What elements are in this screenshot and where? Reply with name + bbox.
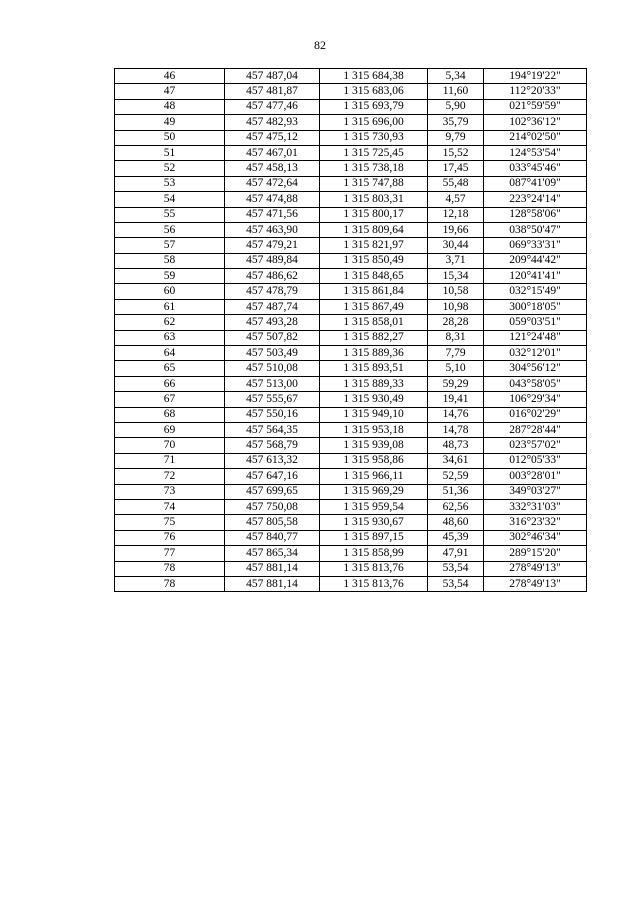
point-number-cell: 74 <box>115 499 225 514</box>
distance-cell: 55,48 <box>428 176 484 191</box>
y-coordinate-cell: 1 315 747,88 <box>320 176 428 191</box>
table-row <box>115 499 587 514</box>
bearing-cell: 112°20'33" <box>484 84 587 99</box>
y-coordinate-cell: 1 315 882,27 <box>320 330 428 345</box>
y-coordinate-cell: 1 315 809,64 <box>320 222 428 237</box>
bearing-cell: 043°58'05" <box>484 376 587 391</box>
point-number-cell: 62 <box>115 315 225 330</box>
point-number-cell: 51 <box>115 145 225 160</box>
point-number-cell: 47 <box>115 84 225 99</box>
table-row <box>115 546 587 561</box>
point-number-cell: 76 <box>115 530 225 545</box>
page-number: 82 <box>314 38 326 52</box>
distance-cell: 5,90 <box>428 99 484 114</box>
x-coordinate-cell: 457 481,87 <box>225 84 320 99</box>
table-row <box>115 99 587 114</box>
point-number-cell: 64 <box>115 346 225 361</box>
table-row <box>115 299 587 314</box>
table-row <box>115 192 587 207</box>
y-coordinate-cell: 1 315 696,00 <box>320 115 428 130</box>
distance-cell: 14,78 <box>428 422 484 437</box>
point-number-cell: 70 <box>115 438 225 453</box>
distance-cell: 45,39 <box>428 530 484 545</box>
bearing-cell: 289°15'20" <box>484 546 587 561</box>
y-coordinate-cell: 1 315 803,31 <box>320 192 428 207</box>
table-row <box>115 222 587 237</box>
x-coordinate-cell: 457 503,49 <box>225 346 320 361</box>
x-coordinate-cell: 457 482,93 <box>225 115 320 130</box>
distance-cell: 53,54 <box>428 561 484 576</box>
distance-cell: 35,79 <box>428 115 484 130</box>
point-number-cell: 71 <box>115 453 225 468</box>
point-number-cell: 72 <box>115 469 225 484</box>
y-coordinate-cell: 1 315 969,29 <box>320 484 428 499</box>
bearing-cell: 021°59'59" <box>484 99 587 114</box>
table-row <box>115 422 587 437</box>
point-number-cell: 55 <box>115 207 225 222</box>
distance-cell: 47,91 <box>428 546 484 561</box>
x-coordinate-cell: 457 475,12 <box>225 130 320 145</box>
table-row <box>115 269 587 284</box>
bearing-cell: 223°24'14" <box>484 192 587 207</box>
y-coordinate-cell: 1 315 867,49 <box>320 299 428 314</box>
point-number-cell: 75 <box>115 515 225 530</box>
bearing-cell: 120°41'41" <box>484 269 587 284</box>
y-coordinate-cell: 1 315 889,36 <box>320 346 428 361</box>
table-row <box>115 576 587 591</box>
x-coordinate-cell: 457 467,01 <box>225 145 320 160</box>
bearing-cell: 316°23'32" <box>484 515 587 530</box>
table-row <box>115 253 587 268</box>
bearing-cell: 332°31'03" <box>484 499 587 514</box>
table-row <box>115 453 587 468</box>
point-number-cell: 78 <box>115 561 225 576</box>
point-number-cell: 53 <box>115 176 225 191</box>
distance-cell: 10,98 <box>428 299 484 314</box>
x-coordinate-cell: 457 568,79 <box>225 438 320 453</box>
bearing-cell: 214°02'50" <box>484 130 587 145</box>
coordinates-table <box>114 68 587 592</box>
y-coordinate-cell: 1 315 889,33 <box>320 376 428 391</box>
table-row <box>115 161 587 176</box>
distance-cell: 12,18 <box>428 207 484 222</box>
distance-cell: 53,54 <box>428 576 484 591</box>
distance-cell: 30,44 <box>428 238 484 253</box>
distance-cell: 9,79 <box>428 130 484 145</box>
bearing-cell: 121°24'48" <box>484 330 587 345</box>
x-coordinate-cell: 457 463,90 <box>225 222 320 237</box>
point-number-cell: 46 <box>115 69 225 84</box>
bearing-cell: 304°56'12" <box>484 361 587 376</box>
x-coordinate-cell: 457 550,16 <box>225 407 320 422</box>
x-coordinate-cell: 457 487,74 <box>225 299 320 314</box>
bearing-cell: 059°03'51" <box>484 315 587 330</box>
distance-cell: 15,34 <box>428 269 484 284</box>
x-coordinate-cell: 457 613,32 <box>225 453 320 468</box>
y-coordinate-cell: 1 315 966,11 <box>320 469 428 484</box>
bearing-cell: 300°18'05" <box>484 299 587 314</box>
bearing-cell: 278°49'13" <box>484 576 587 591</box>
point-number-cell: 48 <box>115 99 225 114</box>
table-row <box>115 561 587 576</box>
table-row <box>115 115 587 130</box>
table-row <box>115 284 587 299</box>
table-row <box>115 69 587 84</box>
x-coordinate-cell: 457 555,67 <box>225 392 320 407</box>
table-row <box>115 392 587 407</box>
table-row <box>115 530 587 545</box>
bearing-cell: 016°02'29" <box>484 407 587 422</box>
x-coordinate-cell: 457 474,88 <box>225 192 320 207</box>
bearing-cell: 349°03'27" <box>484 484 587 499</box>
distance-cell: 28,28 <box>428 315 484 330</box>
point-number-cell: 56 <box>115 222 225 237</box>
table-row <box>115 238 587 253</box>
distance-cell: 51,36 <box>428 484 484 499</box>
distance-cell: 59,29 <box>428 376 484 391</box>
y-coordinate-cell: 1 315 725,45 <box>320 145 428 160</box>
table-row <box>115 407 587 422</box>
x-coordinate-cell: 457 458,13 <box>225 161 320 176</box>
distance-cell: 19,66 <box>428 222 484 237</box>
x-coordinate-cell: 457 881,14 <box>225 561 320 576</box>
point-number-cell: 68 <box>115 407 225 422</box>
table-row <box>115 176 587 191</box>
distance-cell: 15,52 <box>428 145 484 160</box>
y-coordinate-cell: 1 315 800,17 <box>320 207 428 222</box>
y-coordinate-cell: 1 315 850,49 <box>320 253 428 268</box>
bearing-cell: 194°19'22" <box>484 69 587 84</box>
x-coordinate-cell: 457 564,35 <box>225 422 320 437</box>
point-number-cell: 65 <box>115 361 225 376</box>
distance-cell: 14,76 <box>428 407 484 422</box>
point-number-cell: 67 <box>115 392 225 407</box>
point-number-cell: 60 <box>115 284 225 299</box>
y-coordinate-cell: 1 315 848,65 <box>320 269 428 284</box>
x-coordinate-cell: 457 472,64 <box>225 176 320 191</box>
x-coordinate-cell: 457 750,08 <box>225 499 320 514</box>
x-coordinate-cell: 457 477,46 <box>225 99 320 114</box>
y-coordinate-cell: 1 315 821,97 <box>320 238 428 253</box>
bearing-cell: 069°33'31" <box>484 238 587 253</box>
distance-cell: 17,45 <box>428 161 484 176</box>
y-coordinate-cell: 1 315 893,51 <box>320 361 428 376</box>
point-number-cell: 63 <box>115 330 225 345</box>
point-number-cell: 54 <box>115 192 225 207</box>
point-number-cell: 77 <box>115 546 225 561</box>
bearing-cell: 033°45'46" <box>484 161 587 176</box>
x-coordinate-cell: 457 805,58 <box>225 515 320 530</box>
point-number-cell: 78 <box>115 576 225 591</box>
x-coordinate-cell: 457 865,34 <box>225 546 320 561</box>
x-coordinate-cell: 457 881,14 <box>225 576 320 591</box>
point-number-cell: 73 <box>115 484 225 499</box>
y-coordinate-cell: 1 315 813,76 <box>320 561 428 576</box>
y-coordinate-cell: 1 315 897,15 <box>320 530 428 545</box>
bearing-cell: 302°46'34" <box>484 530 587 545</box>
table-row <box>115 361 587 376</box>
y-coordinate-cell: 1 315 693,79 <box>320 99 428 114</box>
distance-cell: 34,61 <box>428 453 484 468</box>
y-coordinate-cell: 1 315 813,76 <box>320 576 428 591</box>
y-coordinate-cell: 1 315 930,67 <box>320 515 428 530</box>
point-number-cell: 61 <box>115 299 225 314</box>
point-number-cell: 49 <box>115 115 225 130</box>
x-coordinate-cell: 457 493,28 <box>225 315 320 330</box>
distance-cell: 62,56 <box>428 499 484 514</box>
table-row <box>115 315 587 330</box>
y-coordinate-cell: 1 315 683,06 <box>320 84 428 99</box>
table-row <box>115 130 587 145</box>
y-coordinate-cell: 1 315 939,08 <box>320 438 428 453</box>
bearing-cell: 023°57'02" <box>484 438 587 453</box>
y-coordinate-cell: 1 315 958,86 <box>320 453 428 468</box>
bearing-cell: 003°28'01" <box>484 469 587 484</box>
bearing-cell: 124°53'54" <box>484 145 587 160</box>
table-row <box>115 376 587 391</box>
distance-cell: 52,59 <box>428 469 484 484</box>
y-coordinate-cell: 1 315 738,18 <box>320 161 428 176</box>
bearing-cell: 032°12'01" <box>484 346 587 361</box>
y-coordinate-cell: 1 315 684,38 <box>320 69 428 84</box>
distance-cell: 3,71 <box>428 253 484 268</box>
point-number-cell: 50 <box>115 130 225 145</box>
point-number-cell: 58 <box>115 253 225 268</box>
y-coordinate-cell: 1 315 858,99 <box>320 546 428 561</box>
table-row <box>115 84 587 99</box>
table-row <box>115 515 587 530</box>
x-coordinate-cell: 457 471,56 <box>225 207 320 222</box>
table-row <box>115 469 587 484</box>
x-coordinate-cell: 457 840,77 <box>225 530 320 545</box>
table-row <box>115 207 587 222</box>
y-coordinate-cell: 1 315 959,54 <box>320 499 428 514</box>
x-coordinate-cell: 457 507,82 <box>225 330 320 345</box>
bearing-cell: 209°44'42" <box>484 253 587 268</box>
distance-cell: 10,58 <box>428 284 484 299</box>
distance-cell: 48,60 <box>428 515 484 530</box>
bearing-cell: 102°36'12" <box>484 115 587 130</box>
x-coordinate-cell: 457 647,16 <box>225 469 320 484</box>
x-coordinate-cell: 457 489,84 <box>225 253 320 268</box>
distance-cell: 19,41 <box>428 392 484 407</box>
table-row <box>115 346 587 361</box>
table-row <box>115 145 587 160</box>
distance-cell: 5,34 <box>428 69 484 84</box>
distance-cell: 8,31 <box>428 330 484 345</box>
distance-cell: 11,60 <box>428 84 484 99</box>
y-coordinate-cell: 1 315 730,93 <box>320 130 428 145</box>
bearing-cell: 278°49'13" <box>484 561 587 576</box>
bearing-cell: 087°41'09" <box>484 176 587 191</box>
point-number-cell: 57 <box>115 238 225 253</box>
bearing-cell: 128°58'06" <box>484 207 587 222</box>
y-coordinate-cell: 1 315 858,01 <box>320 315 428 330</box>
table-row <box>115 484 587 499</box>
coordinates-table-body <box>115 69 587 592</box>
distance-cell: 48,73 <box>428 438 484 453</box>
point-number-cell: 59 <box>115 269 225 284</box>
x-coordinate-cell: 457 486,62 <box>225 269 320 284</box>
bearing-cell: 038°50'47" <box>484 222 587 237</box>
distance-cell: 4,57 <box>428 192 484 207</box>
bearing-cell: 287°28'44" <box>484 422 587 437</box>
y-coordinate-cell: 1 315 949,10 <box>320 407 428 422</box>
bearing-cell: 012°05'33" <box>484 453 587 468</box>
distance-cell: 5,10 <box>428 361 484 376</box>
y-coordinate-cell: 1 315 930,49 <box>320 392 428 407</box>
bearing-cell: 106°29'34" <box>484 392 587 407</box>
point-number-cell: 52 <box>115 161 225 176</box>
table-row <box>115 330 587 345</box>
x-coordinate-cell: 457 699,65 <box>225 484 320 499</box>
y-coordinate-cell: 1 315 953,18 <box>320 422 428 437</box>
x-coordinate-cell: 457 513,00 <box>225 376 320 391</box>
y-coordinate-cell: 1 315 861,84 <box>320 284 428 299</box>
x-coordinate-cell: 457 479,21 <box>225 238 320 253</box>
table-row <box>115 438 587 453</box>
x-coordinate-cell: 457 478,79 <box>225 284 320 299</box>
point-number-cell: 69 <box>115 422 225 437</box>
point-number-cell: 66 <box>115 376 225 391</box>
x-coordinate-cell: 457 510,08 <box>225 361 320 376</box>
x-coordinate-cell: 457 487,04 <box>225 69 320 84</box>
bearing-cell: 032°15'49" <box>484 284 587 299</box>
distance-cell: 7,79 <box>428 346 484 361</box>
